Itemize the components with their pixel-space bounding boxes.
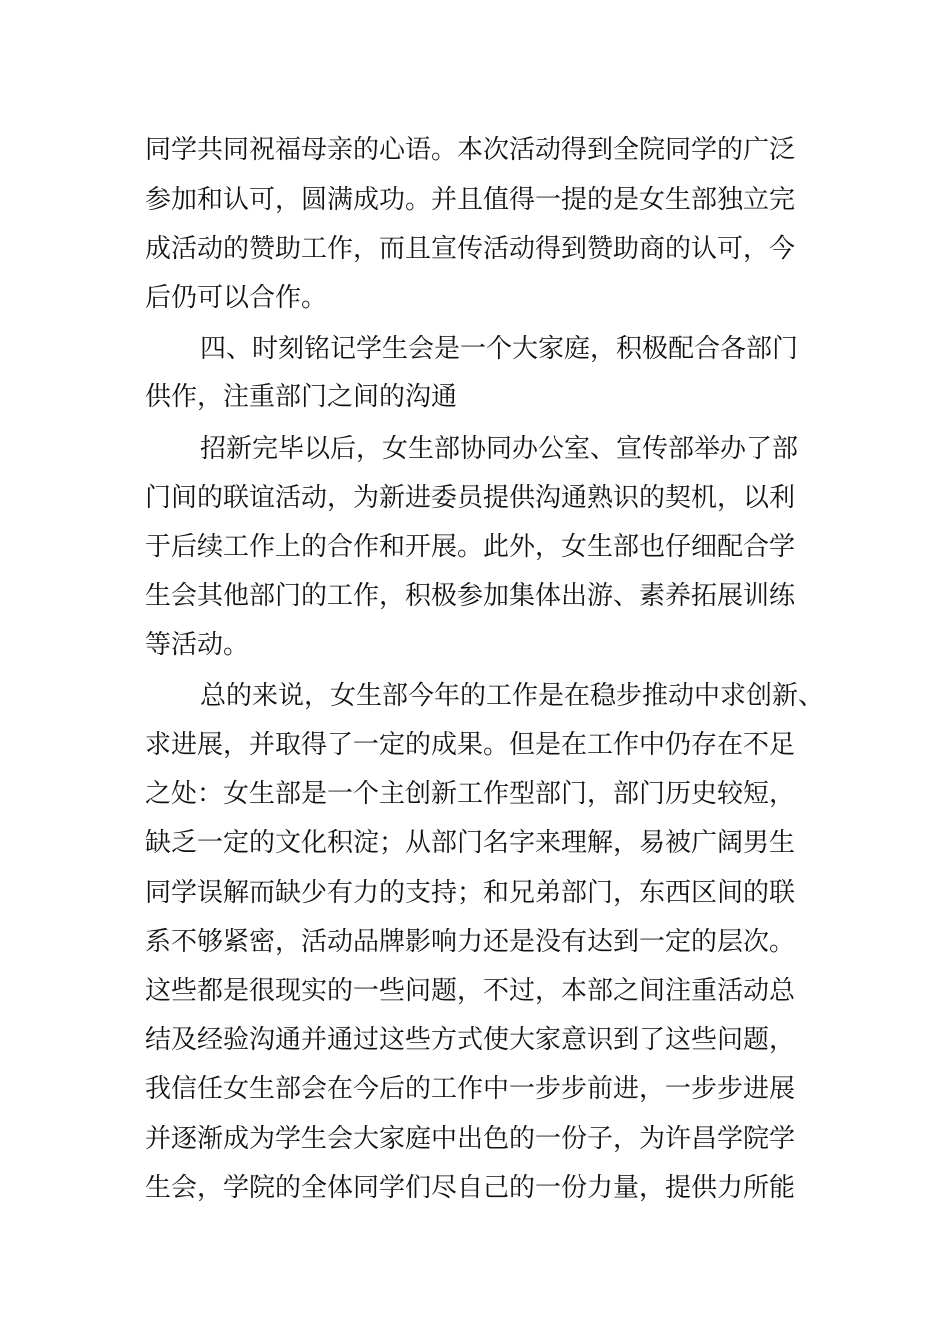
text-line: 我信任女生部会在今后的工作中一步步前进，一步步进展	[145, 1074, 796, 1104]
section-heading: 四、时刻铭记学生会是一个大家庭，积极配合各部门	[200, 334, 799, 364]
text-line: 后仍可以合作。	[145, 283, 328, 313]
text-line: 这些都是很现实的一些问题，不过，本部之间注重活动总	[145, 976, 796, 1006]
text-line: 缺乏一定的文化积淀；从部门名字来理解，易被广阔男生	[145, 828, 796, 858]
text-line: 生会，学院的全体同学们尽自己的一份力量，提供力所能	[145, 1173, 796, 1203]
section-heading-continued: 供作，注重部门之间的沟通	[145, 382, 458, 412]
text-line: 成活动的赞助工作，而且宣传活动得到赞助商的认可，今	[145, 234, 796, 264]
text-line: 系不够紧密，活动品牌影响力还是没有达到一定的层次。	[145, 927, 796, 957]
text-line: 门间的联谊活动，为新进委员提供沟通熟识的契机，以利	[145, 483, 796, 513]
paragraph-start: 招新完毕以后，女生部协同办公室、宣传部举办了部	[200, 434, 799, 464]
text-line: 同学共同祝福母亲的心语。本次活动得到全院同学的广泛	[145, 135, 796, 165]
text-line: 等活动。	[145, 630, 250, 660]
paragraph-start: 总的来说，女生部今年的工作是在稳步推动中求创新、	[200, 681, 825, 711]
text-line: 生会其他部门的工作，积极参加集体出游、素养拓展训练	[145, 581, 796, 611]
text-line: 参加和认可，圆满成功。并且值得一提的是女生部独立完	[145, 185, 796, 215]
text-line: 同学误解而缺少有力的支持；和兄弟部门，东西区间的联	[145, 878, 796, 908]
text-line: 结及经验沟通并通过这些方式使大家意识到了这些问题，	[145, 1025, 796, 1055]
text-line: 求进展，并取得了一定的成果。但是在工作中仍存在不足	[145, 730, 796, 760]
text-line: 并逐渐成为学生会大家庭中出色的一份子，为许昌学院学	[145, 1124, 796, 1154]
text-line: 之处：女生部是一个主创新工作型部门，部门历史较短，	[145, 779, 796, 809]
text-line: 于后续工作上的合作和开展。此外，女生部也仔细配合学	[145, 532, 796, 562]
